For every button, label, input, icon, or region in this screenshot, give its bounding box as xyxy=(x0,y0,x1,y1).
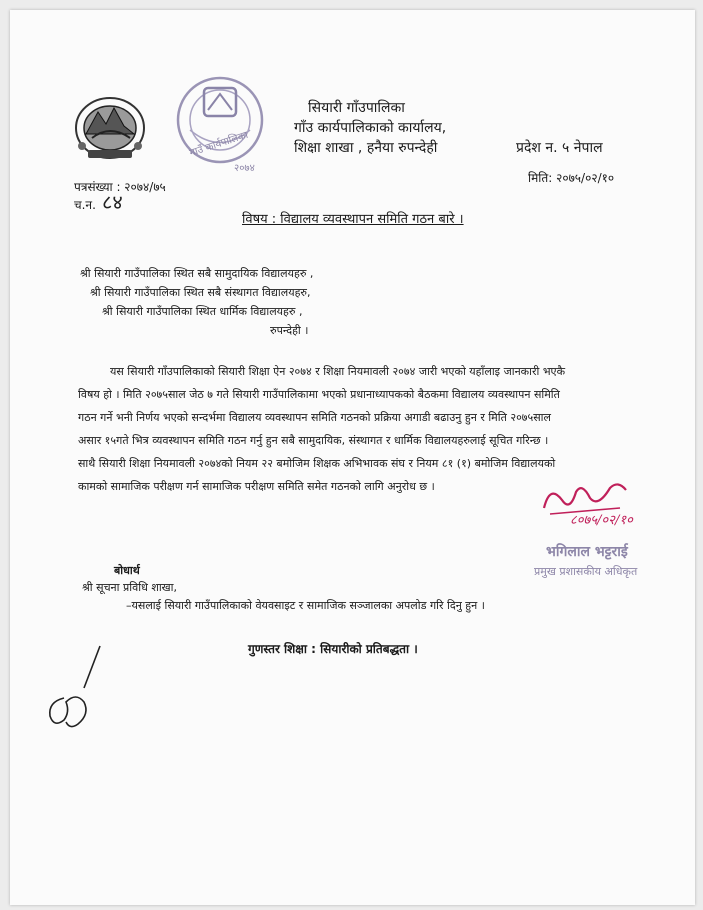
cc-label: बोधार्थ xyxy=(114,564,140,577)
body-line: गठन गर्ने भनी निर्णय भएको सन्दर्भमा विद्यालय व्यवस्थापन समिति गठनको प्रक्रिया अगाडी बढाउनु हुन र मिति २०७५साल xyxy=(78,411,551,424)
body-line: विषय हो । मिति २०७५साल जेठ ७ गते सियारी गाउँपालिकामा भएको प्रधानाध्यापकको बैठकमा विद्यालय व्यवस्थापन समिति xyxy=(78,388,560,401)
cc-instruction: –यसलाई सियारी गाउँपालिकाको वेयवसाइट र सामाजिक सञ्जालका अपलोड गरि दिनु हुन । xyxy=(126,599,485,612)
letter-subject: विषय : विद्यालय व्यवस्थापन समिति गठन बारे । xyxy=(242,212,464,227)
letter-page xyxy=(10,10,695,905)
header-province: प्रदेश न. ५ नेपाल xyxy=(516,140,603,156)
officer-title-stamp: प्रमुख प्रशासकीय अधिकृत xyxy=(534,565,638,578)
nepal-emblem-icon xyxy=(72,94,148,164)
initials-scribble-icon xyxy=(40,642,110,732)
recipient-line: रुपन्देही । xyxy=(270,324,309,337)
municipality-seal-icon xyxy=(170,70,270,180)
recipient-line: श्री सियारी गाउँपालिका स्थित सबै संस्थागत विद्यालयहरु, xyxy=(90,286,311,299)
recipient-line: श्री सियारी गाउँपालिका स्थित धार्मिक विद्यालयहरु , xyxy=(102,305,303,318)
recipient-line: श्री सियारी गाउँपालिका स्थित सबै सामुदायिक विद्यालयहरु , xyxy=(80,267,314,280)
cc-recipient: श्री सूचना प्रविधि शाखा, xyxy=(82,581,178,594)
dispatch-number: ८४ xyxy=(102,190,123,214)
signature-date-handwritten: ८०७५/०२/१० xyxy=(570,513,633,528)
officer-name-stamp: भगिलाल भट्टराई xyxy=(546,544,628,560)
header-section: शिक्षा शाखा , हनैया रुपन्देही xyxy=(294,140,438,156)
reference-number: पत्रसंख्या : २०७४/७५ xyxy=(74,180,166,194)
header-municipality: सियारी गाँउपालिका xyxy=(308,100,405,116)
body-line: कामको सामाजिक परीक्षण गर्न सामाजिक परीक्षण समिति समेत गठनको लागि अनुरोध छ । xyxy=(78,480,435,493)
body-line: असार १५गते भित्र व्यवस्थापन समिति गठन गर्नु हुन सबै सामुदायिक, संस्थागत र धार्मिक विद्यालयहरुलाई सूचित गरिन्छ । xyxy=(78,434,549,447)
seal-year: २०७४ xyxy=(234,163,255,174)
body-line: यस सियारी गाँउपालिकाको सियारी शिक्षा ऐन २०७४ र शिक्षा नियमावली २०७४ जारी भएको यहाँलाइ जानकारी भएकै xyxy=(110,365,566,378)
motto: गुणस्तर शिक्षा : सियारीको प्रतिबद्धता । xyxy=(248,642,418,656)
letter-date: मिति: २०७५/०२/१० xyxy=(528,171,615,185)
header-office: गाँउ कार्यपालिकाको कार्यालय, xyxy=(294,120,447,136)
dispatch-label: च.न. xyxy=(74,198,96,212)
body-line: साथै सियारी शिक्षा नियमावली २०७४को नियम २२ बमोजिम शिक्षक अभिभावक संघ र नियम ८१ (१) बमोजिम विद्यालयको xyxy=(78,457,556,470)
seal-text: गाउँ कार्यपालिका xyxy=(188,129,250,160)
